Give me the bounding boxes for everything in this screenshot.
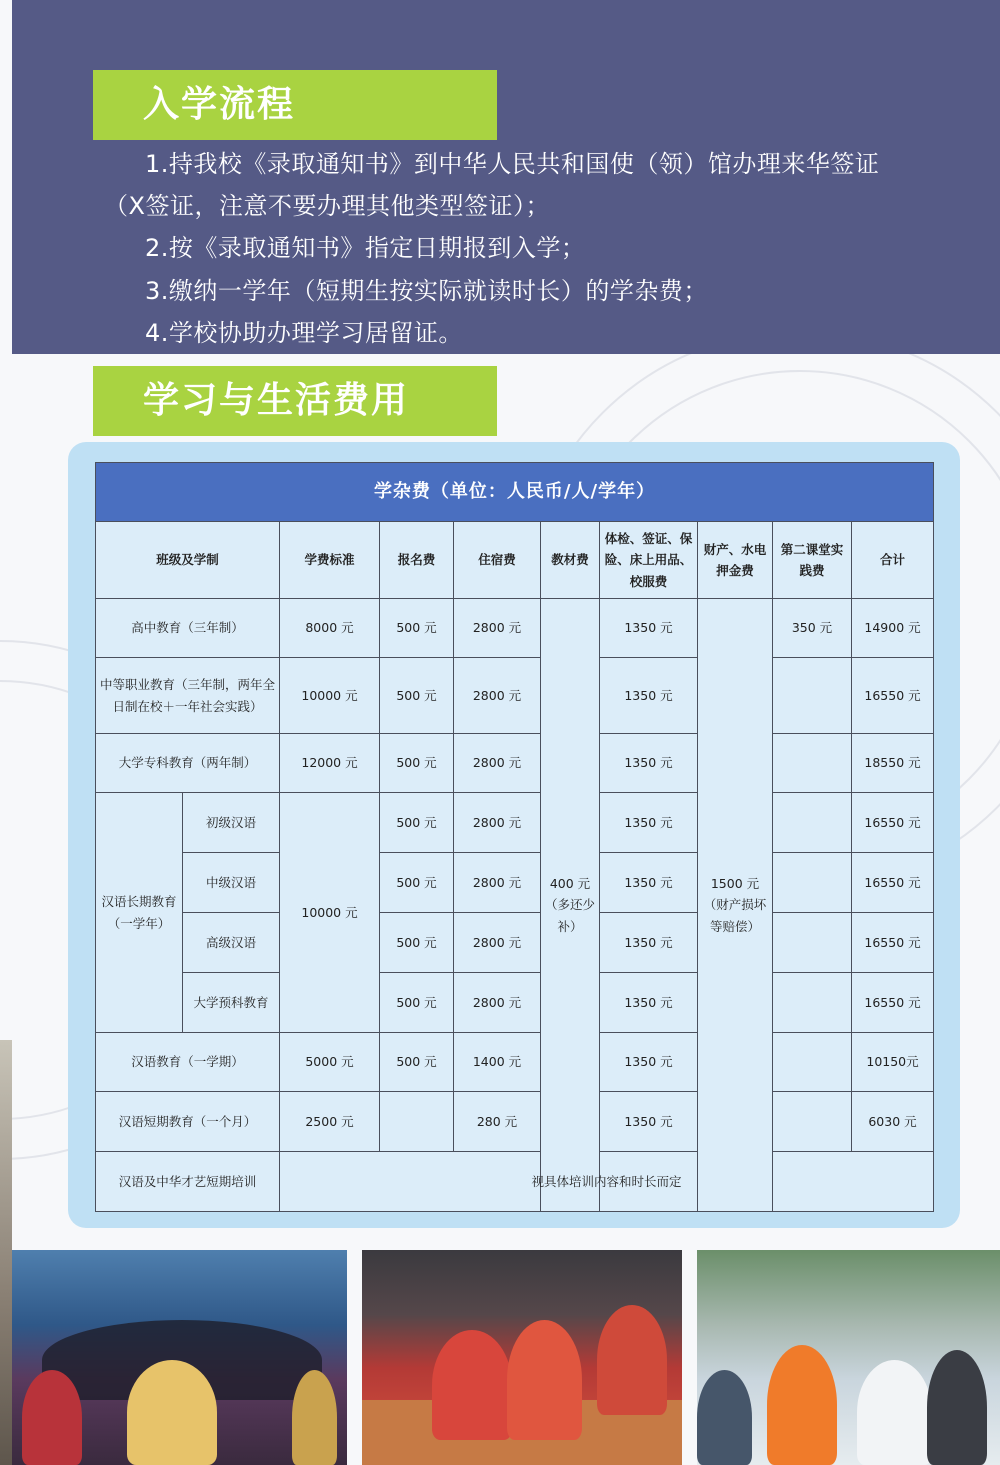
cell-empty-diagonal [773,913,852,973]
cell-accommodation: 280 元 [454,1092,541,1152]
cell-second-class: 350 元 [773,599,852,658]
cell-class: 汉语教育（一学期） [96,1033,280,1092]
cell-total: 16550 元 [852,793,934,853]
cell-total: 16550 元 [852,973,934,1033]
cell-empty-diagonal [773,973,852,1033]
cell-misc: 1350 元 [600,734,698,793]
cell-misc: 1350 元 [600,913,698,973]
fees-heading: 学习与生活费用 [93,366,497,436]
col-header-misc: 体检、签证、保险、床上用品、校服费 [600,522,698,599]
cell-class: 汉语短期教育（一个月） [96,1092,280,1152]
cell-misc: 1350 元 [600,973,698,1033]
cell-accommodation: 2800 元 [454,973,541,1033]
cell-empty-diagonal [773,1092,852,1152]
table-row [96,734,934,793]
table-row [96,658,934,734]
cell-class: 高中教育（三年制） [96,599,280,658]
cell-empty-diagonal [773,734,852,793]
water-festival-photo [697,1250,1000,1465]
cell-misc: 1350 元 [600,1033,698,1092]
cell-total: 16550 元 [852,658,934,734]
cell-registration: 500 元 [380,734,454,793]
cell-registration: 500 元 [380,1033,454,1092]
col-header-total: 合计 [852,522,934,599]
cell-tuition: 5000 元 [280,1033,380,1092]
table-row [96,1092,934,1152]
stage-performance-photo [12,1250,347,1465]
cell-class: 初级汉语 [183,793,280,853]
admission-heading: 入学流程 [93,70,497,140]
table-title: 学杂费（单位：人民币/人/学年） [96,463,934,522]
cell-accommodation: 2800 元 [454,793,541,853]
admission-step: 1.持我校《录取通知书》到中华人民共和国使（领）馆办理来华签证 [145,150,880,178]
cell-materials: 400 元（多还少补） [541,599,600,1212]
cell-training-note: 视具体培训内容和时长而定 [280,1152,934,1212]
cell-class: 大学专科教育（两年制） [96,734,280,793]
cell-registration: 500 元 [380,658,454,734]
table-row [96,973,934,1033]
cell-misc: 1350 元 [600,658,698,734]
cell-tuition: 10000 元 [280,658,380,734]
side-photo-strip [0,1040,12,1465]
cell-empty-diagonal [773,1033,852,1092]
col-header-accommodation: 住宿费 [454,522,541,599]
col-header-tuition: 学费标准 [280,522,380,599]
cell-empty-diagonal [773,658,852,734]
table-row [96,1152,934,1212]
cell-registration: 500 元 [380,853,454,913]
calligraphy-class-photo [362,1250,682,1465]
col-header-deposit: 财产、水电押金费 [698,522,773,599]
cell-class: 汉语及中华才艺短期培训 [96,1152,280,1212]
fee-table [95,462,934,1212]
cell-accommodation: 2800 元 [454,599,541,658]
cell-total: 16550 元 [852,853,934,913]
cell-total: 14900 元 [852,599,934,658]
cell-empty-diagonal [773,793,852,853]
cell-deposit: 1500 元（财产损坏等赔偿） [698,599,773,1212]
cell-group-chinese-long: 汉语长期教育（一学年） [96,793,183,1033]
table-row [96,913,934,973]
cell-registration: 500 元 [380,793,454,853]
cell-class: 中级汉语 [183,853,280,913]
cell-accommodation: 2800 元 [454,913,541,973]
cell-total: 16550 元 [852,913,934,973]
cell-empty-diagonal [773,853,852,913]
cell-total: 6030 元 [852,1092,934,1152]
cell-tuition: 2500 元 [280,1092,380,1152]
table-row [96,853,934,913]
admission-step: 3.缴纳一学年（短期生按实际就读时长）的学杂费； [145,277,708,305]
cell-tuition: 8000 元 [280,599,380,658]
table-row [96,793,934,853]
cell-class: 高级汉语 [183,913,280,973]
table-row [96,599,934,658]
cell-registration: 500 元 [380,973,454,1033]
table-row [96,1033,934,1092]
cell-total: 10150元 [852,1033,934,1092]
col-header-second-class: 第二课堂实践费 [773,522,852,599]
cell-class: 大学预科教育 [183,973,280,1033]
cell-misc: 1350 元 [600,793,698,853]
col-header-materials: 教材费 [541,522,600,599]
col-header-class: 班级及学制 [96,522,280,599]
cell-accommodation: 2800 元 [454,853,541,913]
cell-accommodation: 2800 元 [454,658,541,734]
cell-class: 中等职业教育（三年制，两年全日制在校＋一年社会实践） [96,658,280,734]
cell-registration: 500 元 [380,599,454,658]
cell-registration: 500 元 [380,913,454,973]
admission-step: 2.按《录取通知书》指定日期报到入学； [145,234,586,262]
col-header-registration: 报名费 [380,522,454,599]
cell-misc: 1350 元 [600,1092,698,1152]
cell-accommodation: 2800 元 [454,734,541,793]
cell-empty-diagonal [380,1092,454,1152]
admission-step: 4.学校协助办理学习居留证。 [145,319,463,347]
admission-step: （X签证，注意不要办理其他类型签证）； [104,192,550,220]
cell-tuition: 12000 元 [280,734,380,793]
cell-total: 18550 元 [852,734,934,793]
cell-tuition: 10000 元 [280,793,380,1033]
cell-misc: 1350 元 [600,853,698,913]
cell-misc: 1350 元 [600,599,698,658]
cell-accommodation: 1400 元 [454,1033,541,1092]
